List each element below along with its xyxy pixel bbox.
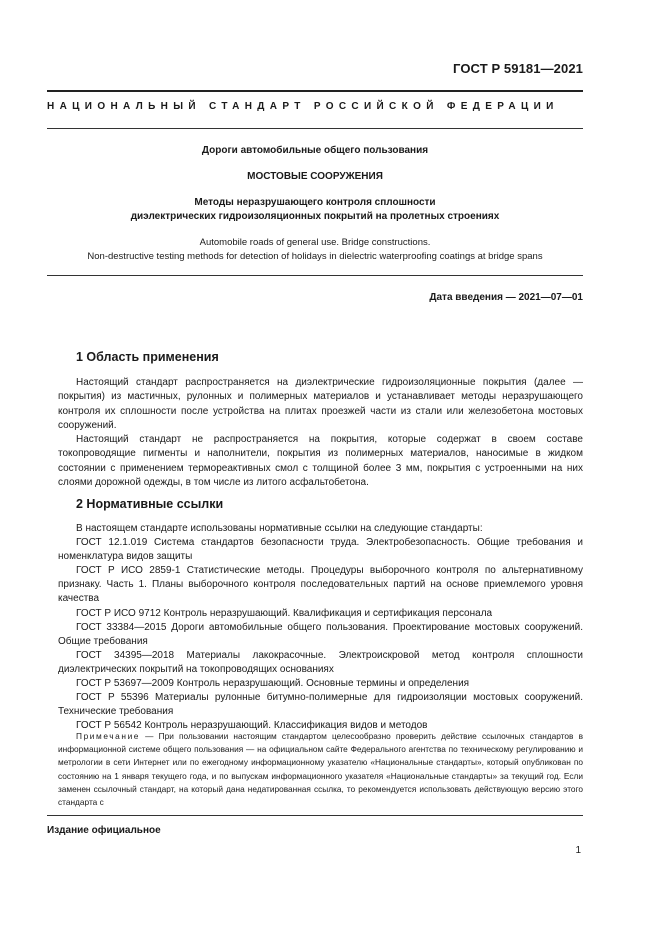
national-standard-banner: НАЦИОНАЛЬНЫЙ СТАНДАРТ РОССИЙСКОЙ ФЕДЕРАЦИИ [47, 101, 559, 112]
title-section: МОСТОВЫЕ СООРУЖЕНИЯ [247, 171, 383, 182]
title-name-line2: диэлектрических гидроизоляционных покрытий на пролетных строениях [130, 211, 500, 222]
reference-item: ГОСТ Р ИСО 2859-1 Статистические методы. Процедуры выборочного контроля по альтернативному признаку. Часть 1. Планы выборочного контроля последовательных партий на основе приемлемого уровня качества [58, 565, 583, 605]
section-heading-references: 2 Нормативные ссылки [76, 497, 224, 511]
title-name-line1: Методы неразрушающего контроля сплошности [194, 197, 436, 208]
note-text: — При пользовании настоящим стандартом целесообразно проверить действие ссылочных стандартов в информационной системе общего пользования — на официальном сайте Федерального агентства по техническому регулированию и метрологии в сети Интернет или по ежегодному информационному указателю «Национальные стандарты», который опубликован по состоянию на 1 января текущего года, и по выпускам информационного указателя «Национальные стандарты» за текущий год. Если заменен ссылочный стандарт, на который дана недатированная ссылка, то рекомендуется использовать действующую версию этого стандарта с [58, 731, 583, 808]
references-intro: В настоящем стандарте использованы нормативные ссылки на следующие стандарты: [76, 523, 483, 534]
title-rule [47, 275, 583, 276]
reference-item: ГОСТ Р 55396 Материалы рулонные битумно-полимерные для гидроизоляции мостовых сооружений. Технические требования [58, 692, 583, 718]
scope-paragraph-1: Настоящий стандарт распространяется на диэлектрические гидроизоляционные покрытия (далее — покрытия) из мастичных, рулонных и полимерных материалов и устанавливает методы неразрушающего контроля их сплошности после устройства на плитах проезжей части из стали или железобетона мостовых сооружений. [58, 377, 583, 431]
page-number: 1 [575, 845, 581, 856]
reference-item: ГОСТ 12.1.019 Система стандартов безопасности труда. Электробезопасность. Общие требования и номенклатура видов защиты [58, 537, 583, 563]
english-title [47, 236, 583, 264]
header-rule [47, 90, 583, 92]
note-label: Примечание [76, 731, 141, 741]
reference-item: ГОСТ Р 56542 Контроль неразрушающий. Классификация видов и методов [76, 720, 428, 732]
title-name [47, 196, 583, 224]
reference-item: ГОСТ Р ИСО 9712 Контроль неразрушающий. Квалификация и сертификация персонала [76, 607, 493, 619]
title-category: Дороги автомобильные общего пользования [201, 145, 429, 156]
reference-item: ГОСТ 34395—2018 Материалы лакокрасочные. Электроискровой метод контроля сплошности диэлектрических покрытий на токопроводящих основаниях [58, 649, 583, 675]
english-title-line2: Non-destructive testing methods for detection of holidays in dielectric waterproofing coatings at bridge spans [87, 251, 543, 262]
footer-rule [47, 815, 583, 816]
effective-date: Дата введения — 2021—07—01 [429, 292, 583, 303]
scope-paragraph-2: Настоящий стандарт не распространяется на покрытия, которые содержат в своем составе токопроводящие пигменты и наполнители, покрытия из полимерных материалов, наносимые в жидком состоянии с применением термореактивных смол с толщиной более 3 мм, покрытия с устроенными на них слоями дорожной одежды, в том числе из литого асфальтобетона. [58, 434, 583, 488]
section-heading-scope: 1 Область применения [76, 350, 219, 364]
references-note [58, 730, 583, 809]
banner-rule [47, 128, 583, 129]
reference-item: ГОСТ Р 53697—2009 Контроль неразрушающий. Основные термины и определения [76, 678, 470, 690]
english-title-line1: Automobile roads of general use. Bridge constructions. [199, 237, 431, 248]
standard-code: ГОСТ Р 59181—2021 [453, 61, 583, 76]
official-edition-label: Издание официальное [47, 825, 161, 836]
reference-item: ГОСТ 33384—2015 Дороги автомобильные общего пользования. Проектирование мостовых сооружений. Общие требования [58, 621, 583, 647]
references-list [58, 522, 583, 733]
